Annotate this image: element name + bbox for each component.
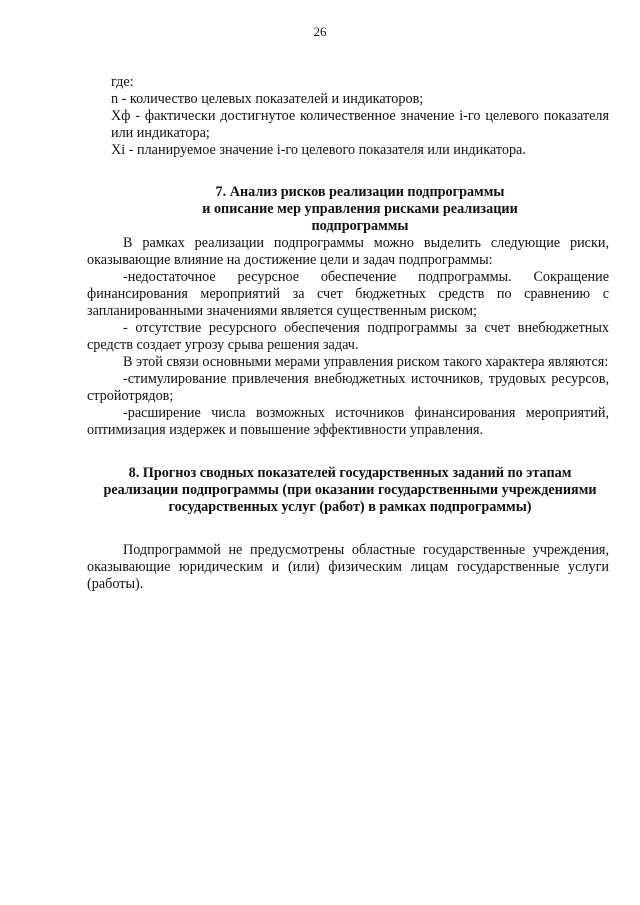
section-7-title-line-2: и описание мер управления рисками реализации	[202, 201, 518, 217]
section-8-title-line-2: реализации подпрограммы (при оказании государственными учреждениями	[103, 482, 597, 498]
page-number: 26	[313, 24, 327, 39]
risk-item-1: -недостаточное ресурсное обеспечение подпрограммы. Сокращение финансирования мероприятий за счет бюджетных средств по сравнению с запланированными значениями является существенным риском;	[87, 269, 609, 319]
definition-xi: Xi - планируемое значение i-го целевого показателя или индикатора.	[111, 142, 526, 158]
measure-item-2: -расширение числа возможных источников финансирования мероприятий, оптимизация издержек и повышение эффективности управления.	[87, 405, 609, 438]
measures-intro: В этой связи основными мерами управления риском такого характера являются:	[123, 354, 609, 370]
page-content	[87, 74, 609, 593]
where-label: где:	[111, 74, 134, 90]
section-7-title-line-3: подпрограммы	[311, 218, 409, 234]
risk-item-2: - отсутствие ресурсного обеспечения подпрограммы за счет внебюджетных средств создает угрозу срыва решения задач.	[87, 320, 609, 353]
section-8-title-line-1: 8. Прогноз сводных показателей государственных заданий по этапам	[128, 465, 572, 481]
measure-item-1: -стимулирование привлечения внебюджетных источников, трудовых ресурсов, стройотрядов;	[87, 371, 609, 404]
section-8-body: Подпрограммой не предусмотрены областные государственные учреждения, оказывающие юридическим и (или) физическим лицам государственные услуги (работы).	[87, 542, 609, 592]
definition-xf: Xф - фактически достигнутое количественное значение i-го целевого показателя или индикатора;	[111, 108, 609, 141]
definition-n: n - количество целевых показателей и индикаторов;	[111, 91, 424, 107]
section-7-intro: В рамках реализации подпрограммы можно выделить следующие риски, оказывающие влияние на достижение цели и задач подпрограммы:	[87, 235, 609, 268]
section-8-title-line-3: государственных услуг (работ) в рамках подпрограммы)	[168, 499, 532, 515]
section-7-title-line-1: 7. Анализ рисков реализации подпрограммы	[215, 184, 505, 200]
